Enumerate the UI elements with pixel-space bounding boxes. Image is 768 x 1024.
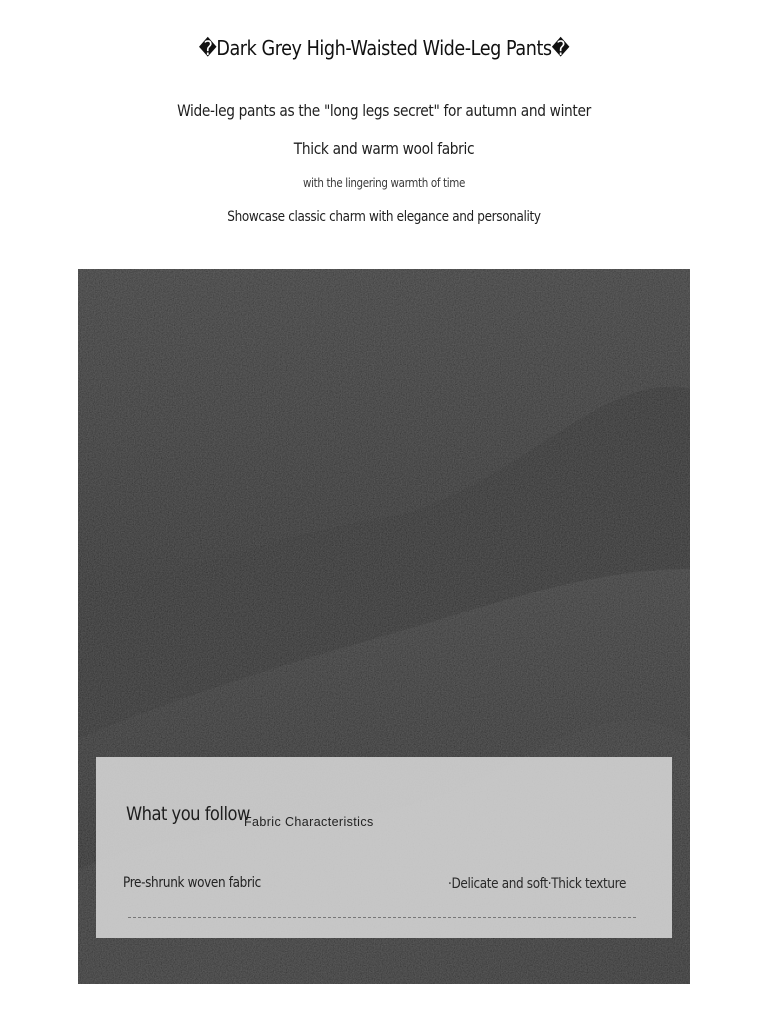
feature-preshrunk: Pre-shrunk woven fabric [123, 875, 261, 891]
card-subheading: Fabric Characteristics [244, 815, 374, 829]
tagline-long-legs: Wide-leg pants as the "long legs secret" for autumn and winter [177, 101, 591, 120]
card-heading: What you follow [126, 803, 250, 825]
tagline-warmth: with the lingering warmth of time [302, 176, 465, 190]
tagline-wool-fabric: Thick and warm wool fabric [293, 139, 475, 158]
fabric-info-card [96, 757, 672, 938]
product-title: �Dark Grey High-Waisted Wide-Leg Pants� [198, 36, 570, 60]
dashed-divider [128, 917, 636, 918]
tagline-classic-charm: Showcase classic charm with elegance and personality [227, 209, 541, 225]
feature-soft-thick: ·Delicate and soft·Thick texture [447, 876, 626, 892]
